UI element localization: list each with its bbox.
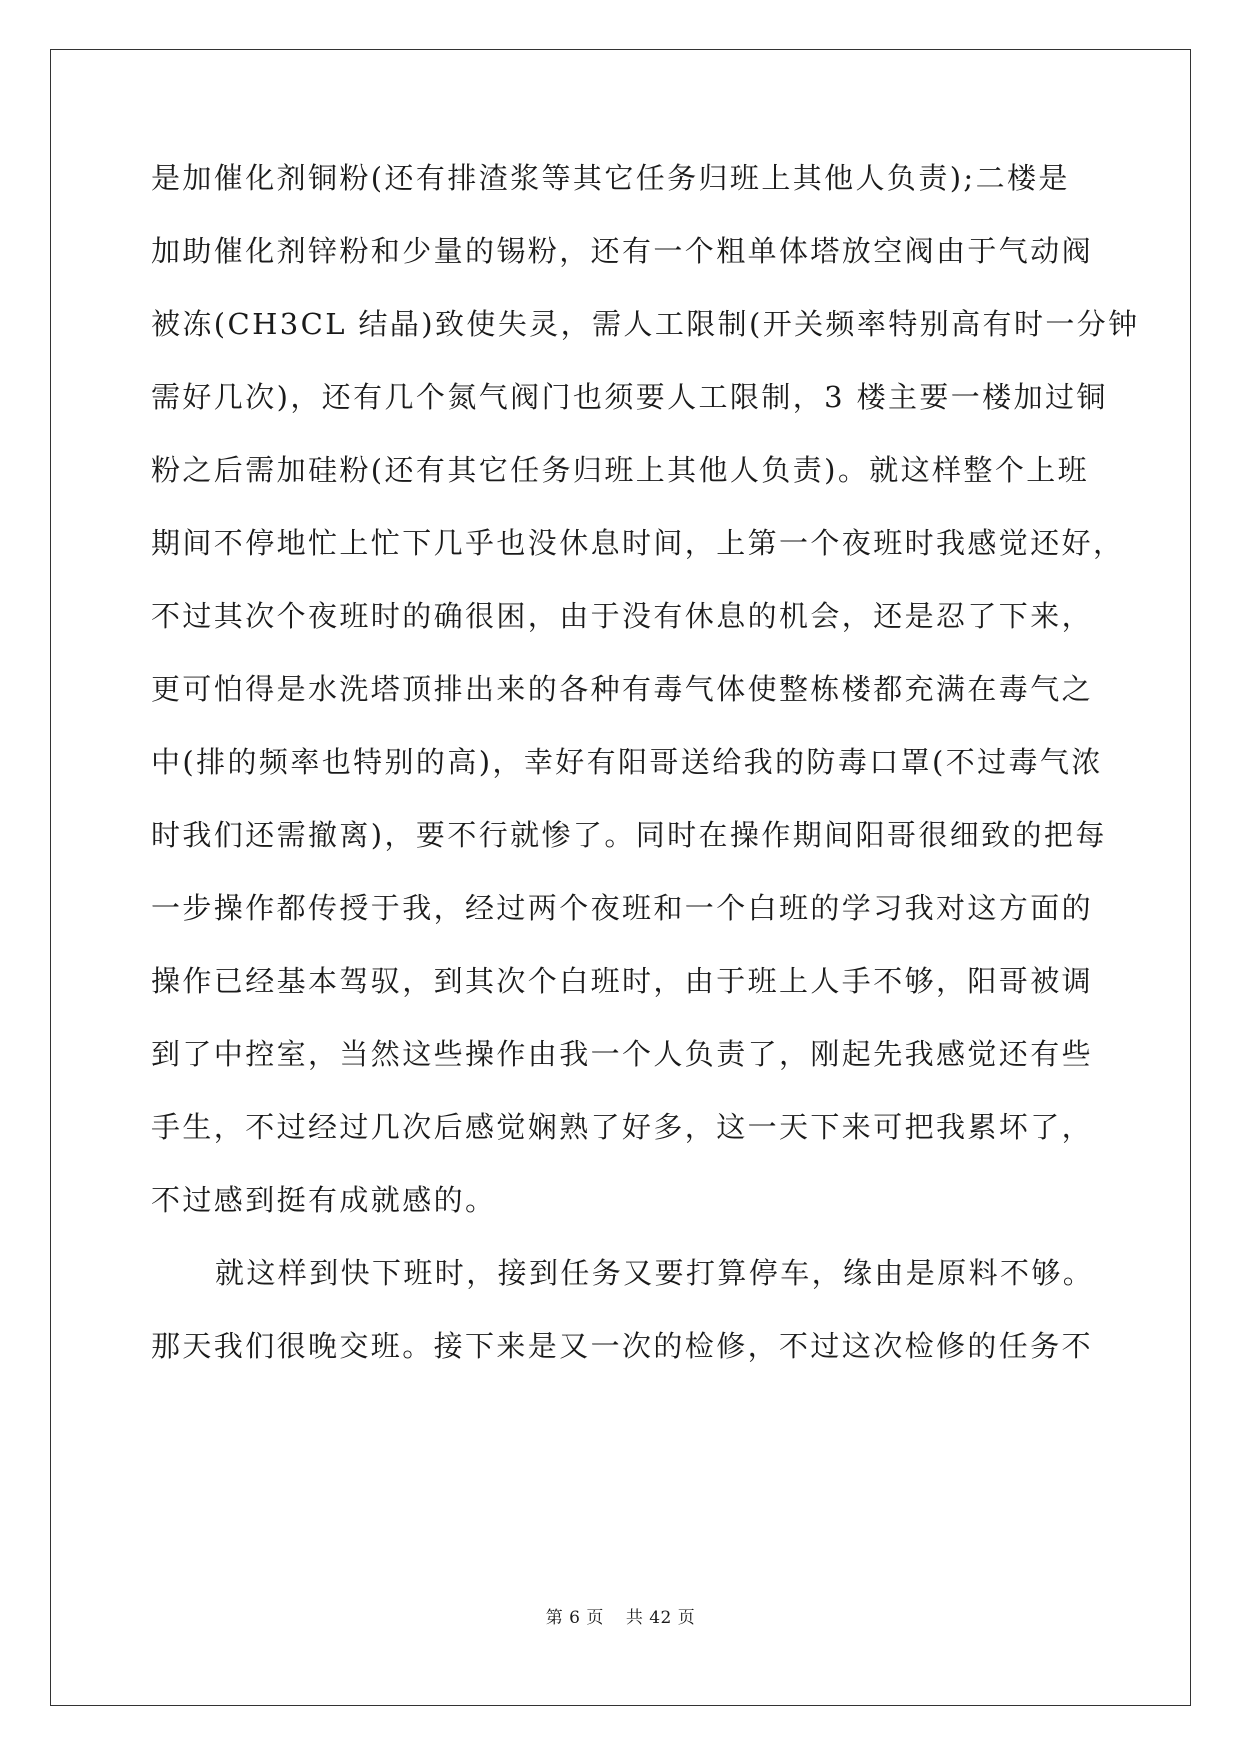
text-line: 不过其次个夜班时的确很困，由于没有休息的机会，还是忍了下来， <box>151 599 1094 633</box>
text-line: 到了中控室，当然这些操作由我一个人负责了，刚起先我感觉还有些 <box>151 1037 1094 1071</box>
page-number-current: 第 6 页 <box>545 1608 604 1628</box>
paragraph-first-line: 就这样到快下班时，接到任务又要打算停车，缘由是原料不够。 <box>215 1256 1095 1290</box>
text-line: 需好几次)，还有几个氮气阀门也须要人工限制，3 楼主要一楼加过铜 <box>151 380 1108 414</box>
page-border <box>50 49 1191 1706</box>
text-line: 操作已经基本驾驭，到其次个白班时，由于班上人手不够，阳哥被调 <box>151 964 1094 998</box>
text-line: 加助催化剂锌粉和少量的锡粉，还有一个粗单体塔放空阀由于气动阀 <box>151 234 1094 268</box>
text-line: 是加催化剂铜粉(还有排渣浆等其它任务归班上其他人负责);二楼是 <box>151 161 1070 195</box>
text-line: 粉之后需加硅粉(还有其它任务归班上其他人负责)。就这样整个上班 <box>151 453 1090 487</box>
text-line: 被冻(CH3CL 结晶)致使失灵，需人工限制(开关频率特别高有时一分钟 <box>151 307 1140 341</box>
page-number-total: 共 42 页 <box>625 1608 696 1628</box>
text-line: 更可怕得是水洗塔顶排出来的各种有毒气体使整栋楼都充满在毒气之 <box>151 672 1094 706</box>
text-line: 一步操作都传授于我，经过两个夜班和一个白班的学习我对这方面的 <box>151 891 1094 925</box>
text-line: 时我们还需撤离)，要不行就惨了。同时在操作期间阳哥很细致的把每 <box>151 818 1107 852</box>
text-line: 手生，不过经过几次后感觉娴熟了好多，这一天下来可把我累坏了， <box>151 1110 1094 1144</box>
text-line: 中(排的频率也特别的高)，幸好有阳哥送给我的防毒口罩(不过毒气浓 <box>151 745 1103 779</box>
text-line: 不过感到挺有成就感的。 <box>151 1183 497 1217</box>
text-line: 期间不停地忙上忙下几乎也没休息时间，上第一个夜班时我感觉还好， <box>151 526 1125 560</box>
page-footer <box>0 1603 1241 1628</box>
text-line: 那天我们很晚交班。接下来是又一次的检修，不过这次检修的任务不 <box>151 1329 1094 1363</box>
